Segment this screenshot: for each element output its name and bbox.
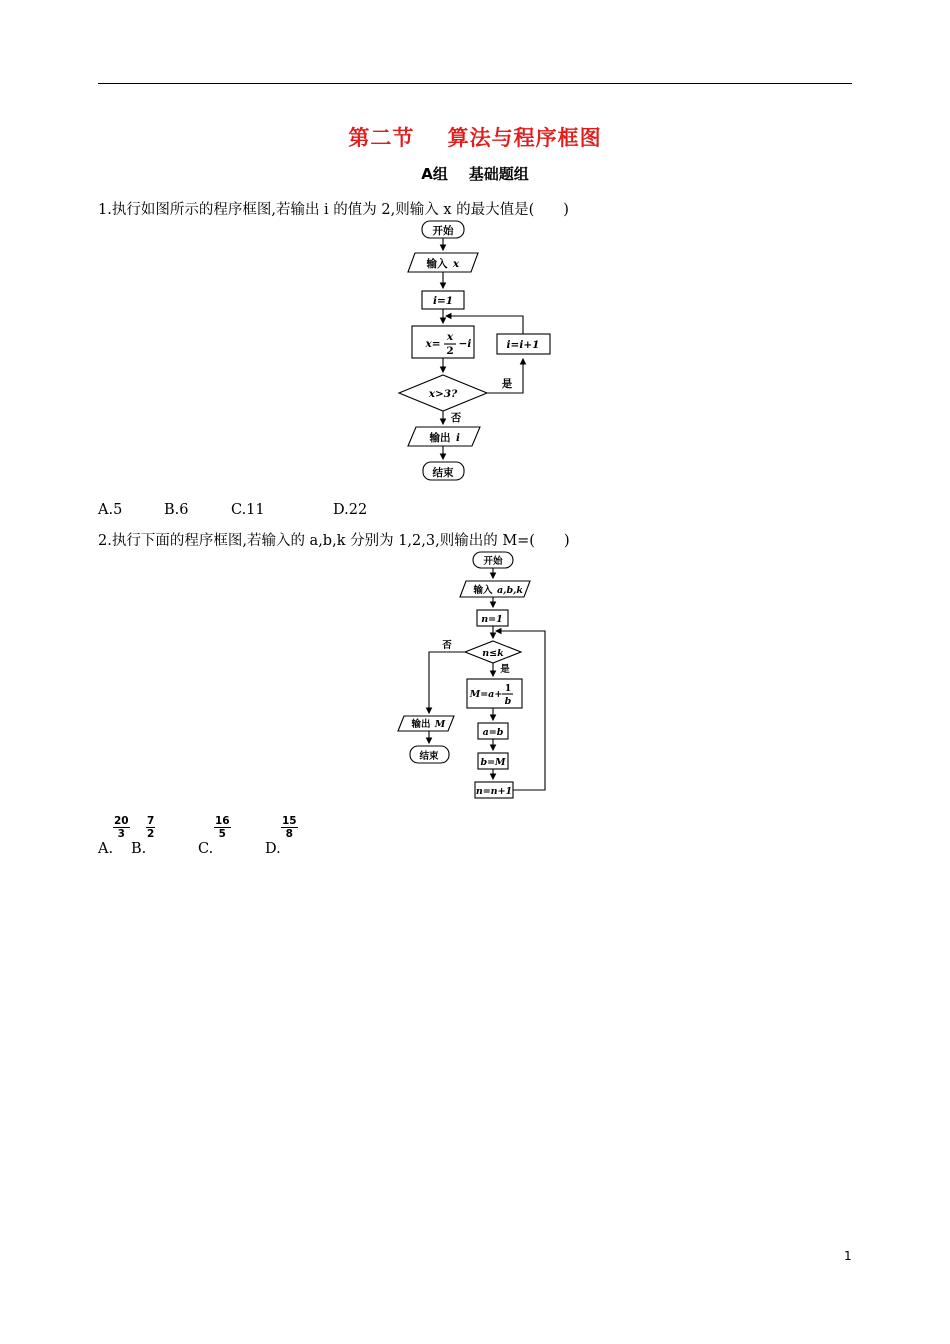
q2-option-d-den: 8 <box>285 828 293 840</box>
fc2-assign-den: b <box>504 696 512 707</box>
fc1-output-var: i <box>456 432 460 444</box>
fc2-input-vars: a,b,k <box>497 585 523 596</box>
q1-option-c: C.11 <box>231 502 265 518</box>
group-subtitle: A组 基础题组 <box>421 165 529 183</box>
fc1-no-label: 否 <box>450 412 462 424</box>
flowchart-2 <box>385 545 565 805</box>
q2-option-a-label: A. <box>98 841 114 857</box>
q2-option-b-den: 2 <box>147 828 155 840</box>
q2-option-c-fraction <box>214 815 231 840</box>
fc2-assign-lhs: M=a+ <box>469 689 503 700</box>
fc2-step-n-label: n=n+1 <box>475 786 513 797</box>
fc1-assign-den: 2 <box>446 345 454 357</box>
fc1-start-label: 开始 <box>432 225 454 237</box>
fc2-yes-label: 是 <box>500 664 510 675</box>
question-2-text: 2.执行下面的程序框图,若输入的 a,b,k 分别为 1,2,3,则输出的 M=( ) <box>98 533 570 549</box>
fc1-condition-label: x>3? <box>428 388 458 400</box>
q2-option-b-num: 7 <box>147 815 155 827</box>
fc2-init-label: n=1 <box>481 614 503 625</box>
fc1-output-label: 输出 <box>429 432 451 444</box>
q2-option-b-fraction <box>146 815 155 840</box>
flowchart-1 <box>380 212 580 487</box>
q2-option-c-label: C. <box>198 841 214 857</box>
fc1-input-label: 输入 <box>426 258 448 270</box>
fc1-yes-label: 是 <box>501 378 513 390</box>
fc2-assign-num: 1 <box>504 683 512 694</box>
header-rule <box>98 83 852 84</box>
q2-option-d-label: D. <box>265 841 281 857</box>
page-number: 1 <box>844 1249 852 1263</box>
fc1-assign-lhs: x= <box>425 338 441 350</box>
fc2-no-label: 否 <box>442 640 452 651</box>
q2-option-a-fraction <box>113 815 130 840</box>
question-1-text: 1.执行如图所示的程序框图,若输出 i 的值为 2,则输入 x 的最大值是( ) <box>98 202 569 218</box>
fc2-end-label: 结束 <box>419 751 439 762</box>
q2-option-d-fraction <box>281 815 298 840</box>
fc1-assign-tail: −i <box>458 338 472 350</box>
section-title: 第二节 算法与程序框图 <box>348 126 602 150</box>
fc1-input-var: x <box>452 258 460 270</box>
fc2-input-label: 输入 <box>473 585 493 596</box>
fc2-step-a-label: a=b <box>482 727 504 738</box>
q2-option-c-num: 16 <box>215 815 230 827</box>
fc2-output-var: M <box>434 719 446 730</box>
fc1-init-label: i=1 <box>432 295 454 307</box>
fc2-start-label: 开始 <box>483 556 503 567</box>
q2-option-a-num: 20 <box>114 815 129 827</box>
fc2-step-b-label: b=M <box>480 757 506 768</box>
q2-option-c-den: 5 <box>218 828 226 840</box>
q1-option-b: B.6 <box>164 502 189 518</box>
q1-option-a: A.5 <box>98 502 123 518</box>
fc1-increment-label: i=i+1 <box>506 339 540 351</box>
q1-option-d: D.22 <box>333 502 368 518</box>
fc2-condition-label: n≤k <box>482 648 504 659</box>
q2-option-a-den: 3 <box>117 828 125 840</box>
fc1-end-label: 结束 <box>432 467 454 479</box>
q2-option-b-label: B. <box>131 841 147 857</box>
q2-option-d-num: 15 <box>282 815 297 827</box>
fc1-assign-num: x <box>446 331 454 343</box>
fc2-output-label: 输出 <box>411 719 431 730</box>
